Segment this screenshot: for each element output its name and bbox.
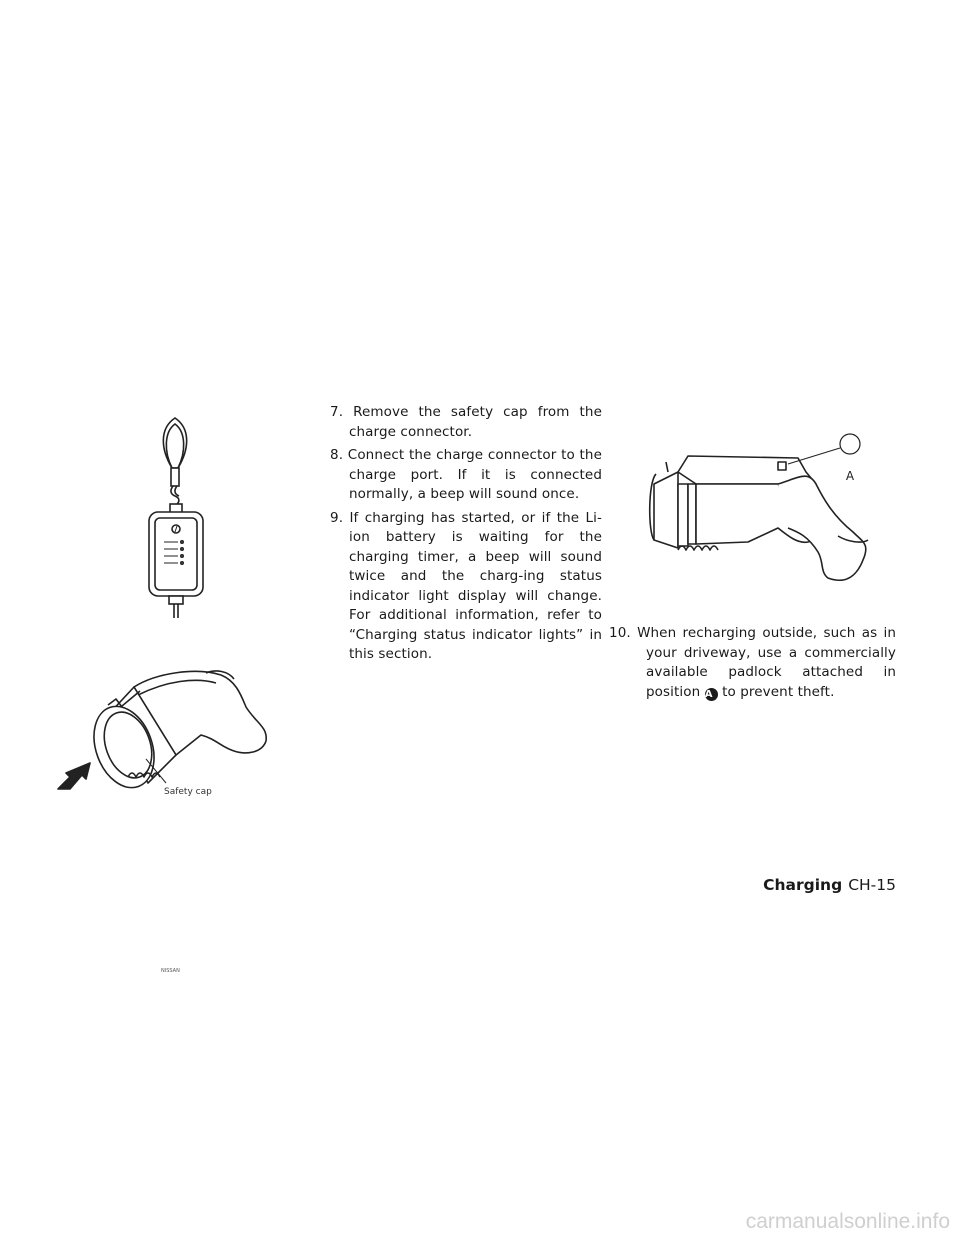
steps-column-2 — [609, 624, 896, 706]
padlock-position-illustration — [648, 432, 876, 590]
step-8: 8. Connect the charge connector to the charge port. If it is connected normally, a beep will sound once. — [330, 447, 602, 502]
step-7: 7. Remove the safety cap from the charge connector. — [330, 404, 602, 440]
evse-brand-label: NISSAN — [161, 968, 180, 974]
step-9: 9. If charging has started, or if the Li-ion battery is waiting for the charging timer, a beep will sound twice and the charg-ing status indicator light display will change. For additional information, refer to “Charging status indicator lights” in this section. — [330, 509, 602, 662]
page-footer — [763, 876, 896, 894]
footer-section-title: Charging — [763, 876, 843, 894]
safety-cap-illustration — [56, 655, 271, 800]
footer-page-number: CH-15 — [848, 876, 896, 894]
safety-cap-label: Safety cap — [164, 787, 212, 797]
step-10: 10. When recharging outside, such as in your driveway, use a commercially available padlock attached in position A to prevent theft. — [609, 625, 896, 700]
watermark: carmanualsonline.info — [745, 1210, 950, 1233]
padlock-callout-label: A — [845, 469, 855, 483]
position-a-marker: A — [705, 688, 718, 701]
steps-column-1 — [330, 403, 602, 669]
